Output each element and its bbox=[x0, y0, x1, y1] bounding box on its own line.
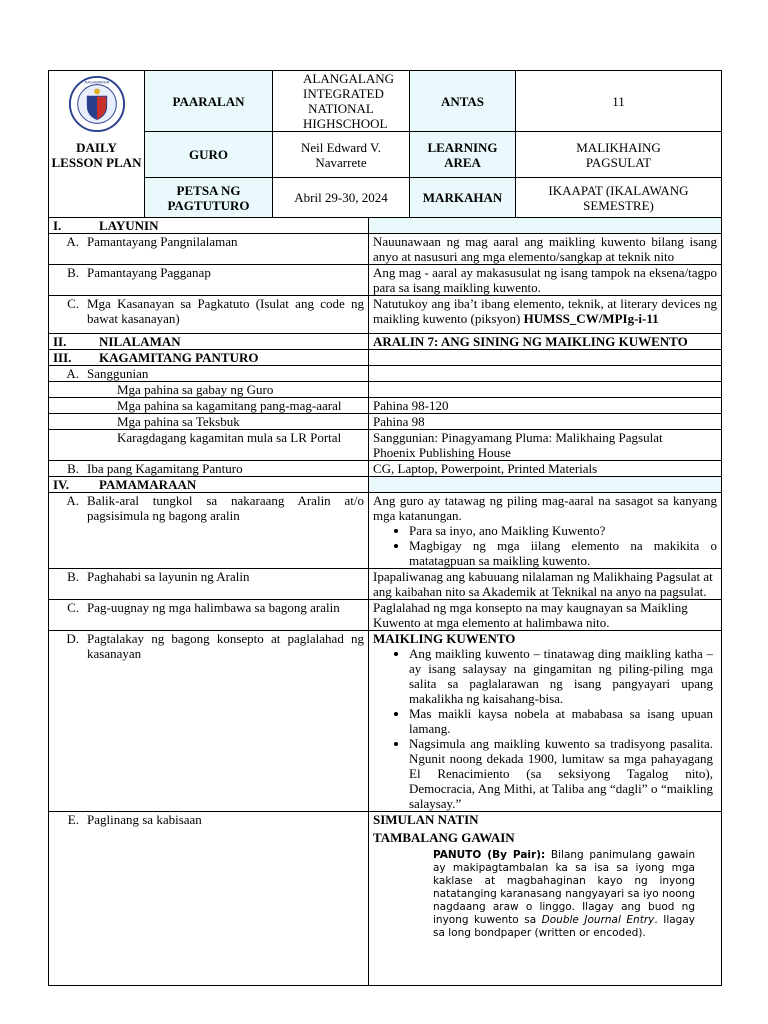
simulan-natin-heading: SIMULAN NATIN bbox=[373, 812, 479, 827]
lr-portal-value: Sanggunian: Pinagyamang Pluma: Malikhaing Pagsulat Phoenix Publishing House bbox=[369, 430, 722, 461]
pamantayang-pangnilalaman-label: A. Pamantayang Pangnilalaman bbox=[49, 234, 369, 265]
paghahabi-value: Ipapaliwanag ang kabuuang nilalaman ng Malikhaing Pagsulat at ang kaibahan nito sa Akademik at Teknikal na anyo na pagsulat. bbox=[369, 569, 722, 600]
gabay-guro-label: Mga pahina sa gabay ng Guro bbox=[49, 382, 369, 398]
paaralan-label: PAARALAN bbox=[145, 71, 273, 132]
paaralan-value: ALANGALANG INTEGRATED NATIONAL HIGHSCHOOL bbox=[273, 71, 410, 132]
paghahabi-label: B. Paghahabi sa layunin ng Aralin bbox=[49, 569, 369, 600]
panuto-text: PANUTO (By Pair): Bilang panimulang gawain ay makipagtambalan ka sa isa sa iyong mga kaklase at magbahaginan kayo ng inyong natatanging karanasang nangyayari sa iyo noong nagdaang araw o linggo. Ilagay ang buod ng inyong kuwento sa Double Journal Entry. Ilagay sa long bondpaper (written or encoded). bbox=[433, 849, 695, 939]
section-layunin: I. LAYUNIN bbox=[49, 218, 369, 234]
pamantayang-pangnilalaman-value: Nauunawaan ng mag aaral ang maikling kuwento bilang isang anyo at nasusuri ang mga elemento/sangkap at teknik nito bbox=[369, 234, 722, 265]
learning-area-label: LEARNING AREA bbox=[410, 132, 516, 178]
list-item: • Mas maikli kaysa nobela at mababasa sa isang upuan lamang. bbox=[409, 706, 713, 736]
lr-portal-label: Karagdagang kagamitan mula sa LR Portal bbox=[49, 430, 369, 461]
guro-label: GURO bbox=[145, 132, 273, 178]
balik-aral-bullets bbox=[373, 523, 717, 568]
pagtalakay-label: D. Pagtalakay ng bagong konsepto at paglalahad ng kasanayan bbox=[49, 631, 369, 812]
learning-area-value: MALIKHAING PAGSULAT bbox=[516, 132, 722, 178]
paglinang-value bbox=[369, 812, 722, 986]
pamantayang-pagganap-label: B. Pamantayang Pagganap bbox=[49, 265, 369, 296]
kagamitang-mag-aaral-label: Mga pahina sa kagamitang pang-mag-aaral bbox=[49, 398, 369, 414]
list-item: • Magbigay ng mga iilang elemento na makikita o matatagpuan sa maikling kuwento. bbox=[409, 538, 717, 568]
pagtalakay-bullets bbox=[373, 646, 717, 811]
paglinang-label: E. Paglinang sa kabisaan bbox=[49, 812, 369, 986]
list-item: • Para sa inyo, ano Maikling Kuwento? bbox=[409, 523, 717, 538]
guro-value: Neil Edward V. Navarrete bbox=[273, 132, 410, 178]
list-item: • Nagsimula ang maikling kuwento sa tradisyong pasalita. Ngunit noong dekada 1900, lumitaw sa mga pahayagang El Renacimiento (sa seksiyong Tagalog nito), Democracia, Ang Mithi, at Taliba ang “dagli” o “maikling salaysay.” bbox=[409, 736, 713, 811]
teksbuk-label: Mga pahina sa Teksbuk bbox=[49, 414, 369, 430]
list-item: • Ang maikling kuwento – tinatawag ding maikling katha – ay isang salaysay na gingamitan ng piling-piling mga salita sa paglalarawan ng isang pangyayari upang makalikha ng kaisahang-bisa. bbox=[409, 646, 713, 706]
competency-code: HUMSS_CW/MPIg-i-11 bbox=[523, 311, 659, 326]
markahan-value: IKAAPAT (IKALAWANG SEMESTRE) bbox=[516, 178, 722, 218]
pamantayang-pagganap-value: Ang mag - aaral ay makasusulat ng isang tampok na eksena/tagpo para sa isang maikling kuwento. bbox=[369, 265, 722, 296]
kagamitang-mag-aaral-value: Pahina 98-120 bbox=[369, 398, 722, 414]
maikling-kuwento-heading: MAIKLING KUWENTO bbox=[373, 631, 516, 646]
section-pamamaraan: IV. PAMAMARAAN bbox=[49, 477, 369, 493]
iba-pang-kagamitan-value: CG, Laptop, Powerpoint, Printed Materials bbox=[369, 461, 722, 477]
deped-seal-icon bbox=[68, 75, 126, 133]
antas-label: ANTAS bbox=[410, 71, 516, 132]
nilalaman-value: ARALIN 7: ANG SINING NG MAIKLING KUWENTO bbox=[369, 334, 722, 350]
section-kagamitang-panturo: III. KAGAMITANG PANTURO bbox=[49, 350, 369, 366]
section-nilalaman: II. NILALAMAN bbox=[49, 334, 369, 350]
logo-cell bbox=[49, 71, 145, 218]
tambalang-gawain-heading: TAMBALANG GAWAIN bbox=[373, 830, 515, 845]
pag-uugnay-label: C. Pag-uugnay ng mga halimbawa sa bagong aralin bbox=[49, 600, 369, 631]
markahan-label: MARKAHAN bbox=[410, 178, 516, 218]
pag-uugnay-value: Paglalahad ng mga konsepto na may kaugnayan sa Maikling Kuwento at mga elemento at halimbawa nito. bbox=[369, 600, 722, 631]
svg-text:KAGAWARAN: KAGAWARAN bbox=[84, 79, 109, 85]
antas-value: 11 bbox=[516, 71, 722, 132]
petsa-value: Abril 29-30, 2024 bbox=[273, 178, 410, 218]
mga-kasanayan-label: C. Mga Kasanayan sa Pagkatuto (Isulat ang code ng bawat kasanayan) bbox=[49, 296, 369, 334]
mga-kasanayan-value: Natutukoy ang iba’t ibang elemento, teknik, at literary devices ng maikling kuwento (piksyon) HUMSS_CW/MPIg-i-11 bbox=[369, 296, 722, 334]
teksbuk-value: Pahina 98 bbox=[369, 414, 722, 430]
doc-title: DAILY LESSON PLAN bbox=[51, 140, 142, 170]
lesson-plan-table bbox=[48, 70, 722, 986]
balik-aral-label: A. Balik-aral tungkol sa nakaraang Aralin at/o pagsisimula ng bagong aralin bbox=[49, 493, 369, 569]
petsa-label: PETSA NG PAGTUTURO bbox=[145, 178, 273, 218]
pagtalakay-value bbox=[369, 631, 722, 812]
sanggunian-label: A. Sanggunian bbox=[49, 366, 369, 382]
iba-pang-kagamitan-label: B. Iba pang Kagamitang Panturo bbox=[49, 461, 369, 477]
lesson-plan-page bbox=[48, 70, 721, 986]
balik-aral-value: Ang guro ay tatawag ng piling mag-aaral na sasagot sa kanyang mga katanungan. • Para sa inyo, ano Maikling Kuwento? • Magbigay ng mga iilang elemento na makikita o matatagpuan sa maikling kuwento. bbox=[369, 493, 722, 569]
